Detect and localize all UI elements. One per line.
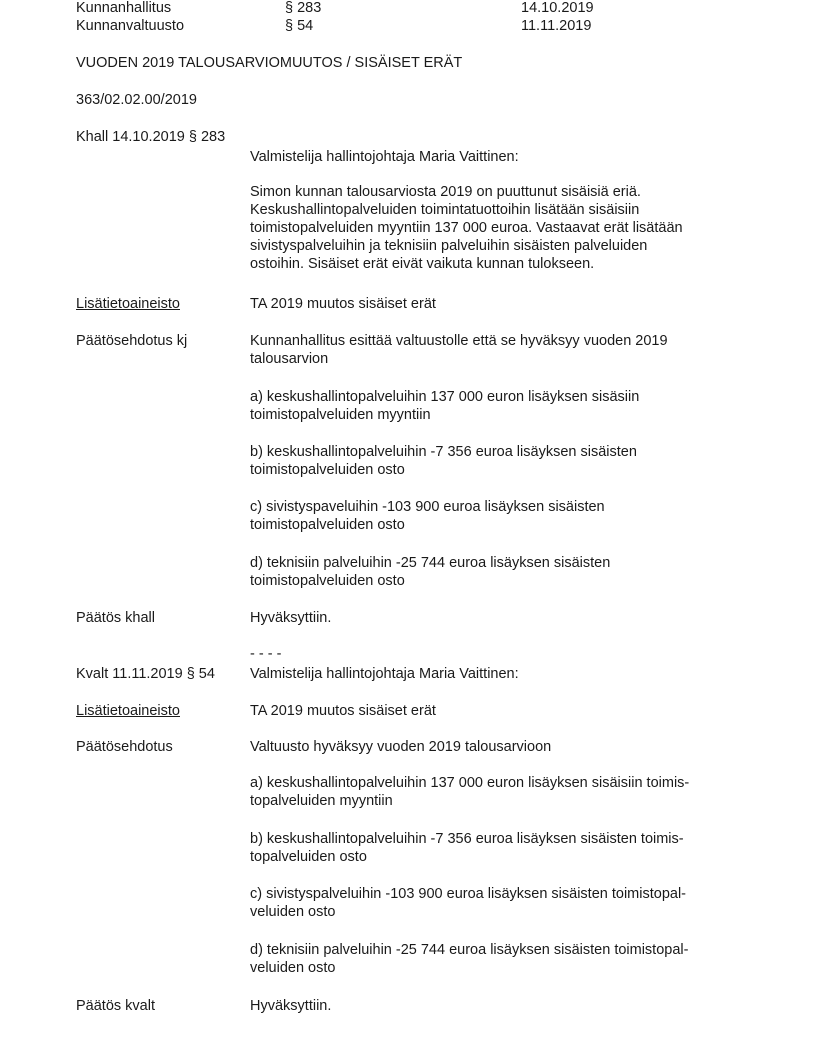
header-date-1: 14.10.2019 — [521, 0, 594, 16]
kvalt-item-d-line: d) teknisiin palveluihin -25 744 euroa lisäyksen sisäisten toimistopal- — [250, 942, 689, 958]
kvalt-item-b — [250, 830, 750, 866]
khall-item-d — [250, 554, 750, 590]
khall-intro — [250, 183, 750, 273]
kvalt-info-label-link[interactable]: Lisätietoaineisto — [76, 703, 180, 719]
khall-item-a-line: toimistopalveluiden myyntiin — [250, 407, 431, 423]
khall-proposal-line: talousarvion — [250, 351, 329, 367]
kvalt-item-a-line: topalveluiden myyntiin — [250, 793, 393, 809]
header-section-2: § 54 — [285, 18, 314, 34]
khall-item-c-line: toimistopalveluiden osto — [250, 517, 405, 533]
khall-item-a — [250, 388, 750, 424]
khall-decision-value: Hyväksyttiin. — [250, 610, 332, 626]
khall-intro-line: Keskushallintopalveluiden toimintatuottoihin lisätään sisäisiin — [250, 202, 640, 218]
kvalt-item-d — [250, 941, 750, 977]
kvalt-item-c-line: c) sivistyspalveluihin -103 900 euroa lisäyksen sisäisten toimistopal- — [250, 886, 687, 902]
header-date-2: 11.11.2019 — [521, 18, 592, 34]
khall-intro-line: Simon kunnan talousarviosta 2019 on puuttunut sisäisiä eriä. — [250, 184, 641, 200]
kvalt-proposal-label: Päätösehdotus — [76, 739, 173, 755]
khall-intro-line: toimistopalveluiden myyntiin 137 000 euroa. Vastaavat erät lisätään — [250, 220, 683, 236]
khall-info-value: TA 2019 muutos sisäiset erät — [250, 296, 436, 312]
khall-preparer: Valmistelija hallintojohtaja Maria Vaittinen: — [250, 149, 519, 165]
kvalt-item-a — [250, 774, 750, 810]
record-number: 363/02.02.00/2019 — [76, 92, 197, 108]
khall-item-d-line: d) teknisiin palveluihin -25 744 euroa lisäyksen sisäisten — [250, 555, 611, 571]
khall-label: Khall 14.10.2019 § 283 — [76, 129, 226, 145]
kvalt-item-c-line: veluiden osto — [250, 904, 336, 920]
kvalt-item-d-line: veluiden osto — [250, 960, 336, 976]
kvalt-info-value: TA 2019 muutos sisäiset erät — [250, 703, 436, 719]
khall-item-c-line: c) sivistyspaveluihin -103 900 euroa lisäyksen sisäisten — [250, 499, 605, 515]
khall-intro-line: sivistyspalveluihin ja teknisiin palveluihin sisäisten palveluiden — [250, 238, 648, 254]
kvalt-decision-value: Hyväksyttiin. — [250, 998, 332, 1014]
khall-proposal-line: Kunnanhallitus esittää valtuustolle että se hyväksyy vuoden 2019 — [250, 333, 668, 349]
khall-item-a-line: a) keskushallintopalveluihin 137 000 euron lisäyksen sisäsiin — [250, 389, 640, 405]
khall-info-label-link[interactable]: Lisätietoaineisto — [76, 296, 180, 312]
kvalt-decision-label: Päätös kvalt — [76, 998, 155, 1014]
khall-item-b-line: toimistopalveluiden osto — [250, 462, 405, 478]
header-body-2: Kunnanvaltuusto — [76, 18, 185, 34]
kvalt-item-b-line: b) keskushallintopalveluihin -7 356 euroa lisäyksen sisäisten toimis- — [250, 831, 684, 847]
header-section-1: § 283 — [285, 0, 322, 16]
khall-item-b-line: b) keskushallintopalveluihin -7 356 euroa lisäyksen sisäisten — [250, 444, 637, 460]
kvalt-proposal-value: Valtuusto hyväksyy vuoden 2019 talousarvioon — [250, 739, 552, 755]
khall-item-d-line: toimistopalveluiden osto — [250, 573, 405, 589]
khall-proposal-label: Päätösehdotus kj — [76, 333, 188, 349]
khall-proposal — [250, 332, 750, 368]
kvalt-label: Kvalt 11.11.2019 § 54 — [76, 666, 215, 682]
kvalt-item-c — [250, 885, 750, 921]
khall-decision-label: Päätös khall — [76, 610, 155, 626]
khall-item-b — [250, 443, 750, 479]
khall-item-c — [250, 498, 750, 534]
khall-intro-line: ostoihin. Sisäiset erät eivät vaikuta kunnan tulokseen. — [250, 256, 595, 272]
kvalt-preparer: Valmistelija hallintojohtaja Maria Vaittinen: — [250, 666, 519, 682]
kvalt-item-b-line: topalveluiden osto — [250, 849, 367, 865]
kvalt-item-a-line: a) keskushallintopalveluihin 137 000 euron lisäyksen sisäisiin toimis- — [250, 775, 690, 791]
header-body-1: Kunnanhallitus — [76, 0, 172, 16]
section-separator: - - - - — [250, 646, 282, 662]
document-title: VUODEN 2019 TALOUSARVIOMUUTOS / SISÄISET ERÄT — [76, 55, 463, 71]
